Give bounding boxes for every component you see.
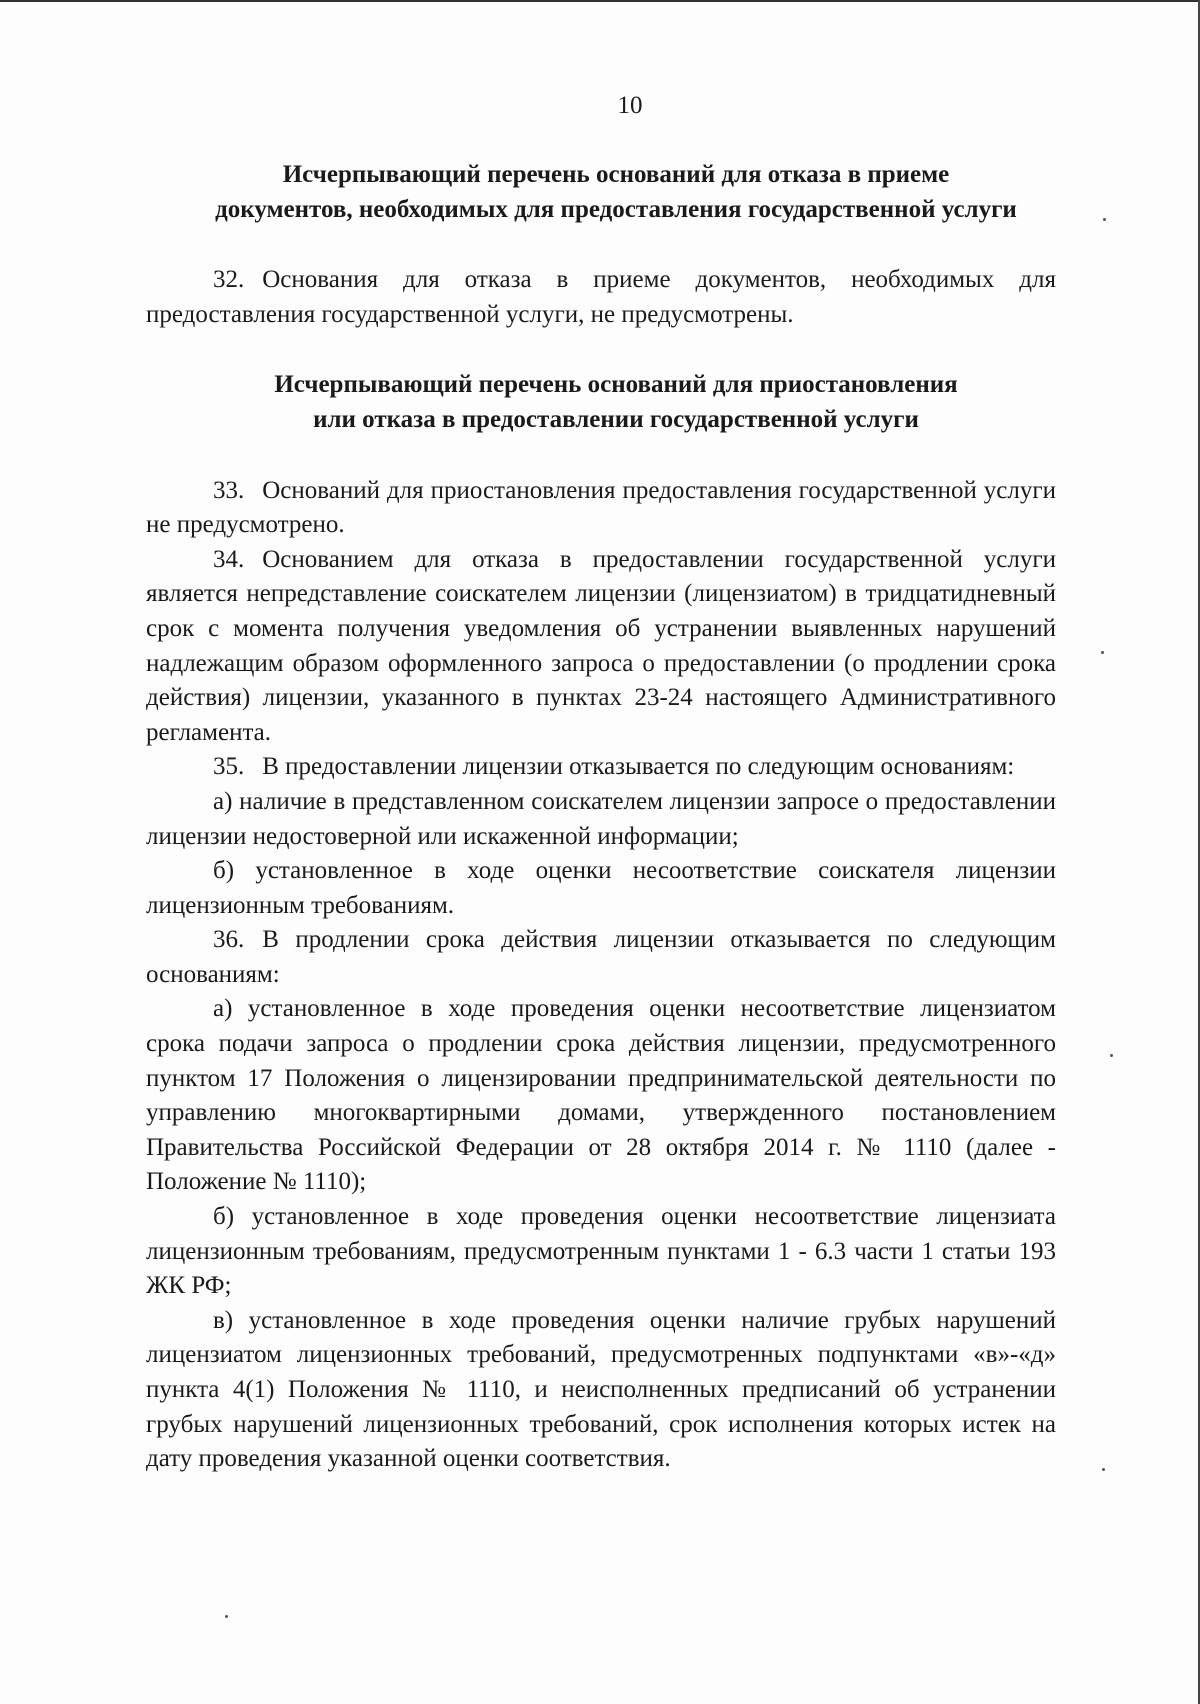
section-heading-suspension-refusal	[146, 368, 1056, 437]
paragraph-36-b: б) установленное в ходе проведения оценки несоответствие лицензиата лицензионным требованиям, предусмотренным пунктами 1 - 6.3 части 1 статьи 193 ЖК РФ;	[146, 1203, 1056, 1300]
page-number: 10	[617, 92, 643, 119]
paragraph-36-c: в) установленное в ходе проведения оценки наличие грубых нарушений лицензиатом лицензионных требований, предусмотренных подпунктами «в»-«д» пункта 4(1) Положения № 1110, и неисполненных предписаний об устранении грубых нарушений лицензионных требований, срок исполнения которых истек на дату проведения указанной оценки соответствия.	[146, 1306, 1056, 1473]
paragraph-number: 33.	[213, 476, 245, 504]
scan-speck	[225, 1615, 228, 1618]
heading-line: или отказа в предоставлении государственной услуги	[313, 405, 919, 433]
paragraph-35-a: а) наличие в представленном соискателем лицензии запросе о предоставлении лицензии недостоверной или искаженной информации;	[146, 787, 1056, 850]
section-heading-refusal-acceptance	[146, 158, 1056, 227]
paragraph-34	[146, 543, 1056, 751]
heading-line: Исчерпывающий перечень оснований для отказа в приеме	[282, 161, 950, 188]
paragraph-number: 36.	[213, 926, 245, 954]
paragraph-text: В продлении срока действия лицензии отказывается по следующим основаниям:	[146, 926, 1056, 988]
paragraph-35-b: б) установленное в ходе оценки несоответствие соискателя лицензии лицензионным требованиям.	[146, 857, 1056, 919]
scan-speck	[1110, 1054, 1113, 1057]
paragraph-36-a: а) установленное в ходе проведения оценки несоответствие лицензиатом срока подачи запроса о продлении срока действия лицензии, предусмотренного пунктом 17 Положения о лицензировании предпринимательской деятельности по управлению многоквартирными домами, утвержденного постановлением Правительства Российской Федерации от 28 октября 2014 г. № 1110 (далее - Положение № 1110);	[146, 995, 1056, 1196]
scan-speck	[1102, 1468, 1105, 1471]
paragraph-36	[146, 923, 1056, 992]
paragraph-text: Основанием для отказа в предоставлении государственной услуги является непредставление соискателем лицензии (лицензиатом) в тридцатидневный срок с момента получения уведомления об устранении выявленных нарушений надлежащим образом оформленного запроса о предоставлении (о продлении срока действия) лицензии, указанного в пунктах 23-24 настоящего Административного регламента.	[146, 545, 1056, 746]
paragraph-33	[146, 474, 1056, 543]
paragraph-35	[146, 750, 1056, 785]
paragraph-text: Оснований для приостановления предоставления государственной услуги не предусмотрено.	[146, 476, 1056, 539]
document-body	[146, 158, 1056, 1477]
scan-speck	[1103, 218, 1106, 221]
paragraph-text: В предоставлении лицензии отказывается по следующим основаниям:	[262, 753, 1015, 781]
heading-line: документов, необходимых для предоставления государственной услуги	[215, 195, 1017, 223]
paragraph-number: 32.	[213, 266, 245, 294]
paragraph-number: 34.	[213, 545, 245, 573]
scan-edge-top	[0, 0, 1200, 2]
paragraph-text: Основания для отказа в приеме документов, необходимых для предоставления государственной услуги, не предусмотрены.	[146, 266, 1056, 328]
paragraph-32	[146, 263, 1056, 332]
paragraph-number: 35.	[213, 753, 245, 781]
heading-line: Исчерпывающий перечень оснований для приостановления	[274, 371, 958, 399]
scan-speck	[1101, 651, 1104, 654]
